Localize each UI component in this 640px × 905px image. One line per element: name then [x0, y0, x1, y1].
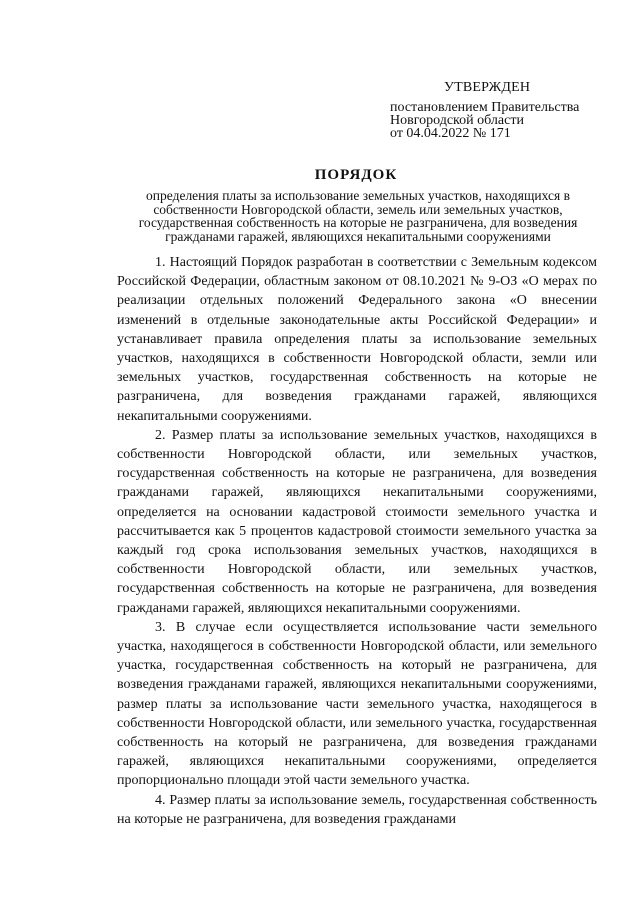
approval-line-date: от 04.04.2022 № 171	[390, 126, 511, 141]
approval-block	[390, 81, 620, 140]
approval-line-region: Новгородской области	[390, 113, 524, 128]
document-body	[117, 253, 597, 829]
document-title: ПОРЯДОК	[314, 167, 398, 183]
paragraph-2: 2. Размер платы за использование земельных участков, находящихся в собственности Новгородской области, или земельных участков, государственная собственность на которые не разграничена, для возведения гражданами гаражей, являющихся некапитальными сооружениями, определяется на основании кадастровой стоимости земельного участка и рассчитывается как 5 процентов кадастровой стоимости земельного участка за каждый год срока использования земельных участков, находящихся в собственности Новгородской области, или земельных участков, государственная собственность на которые не разграничена, для возведения гражданами гаражей, являющихся некапитальными сооружениями.	[117, 427, 597, 616]
paragraph-4: 4. Размер платы за использование земель, государственная собственность на которые не разграничена, для возведения гражданами	[117, 792, 597, 827]
approval-line-resolution: постановлением Правительства	[390, 100, 580, 115]
approval-heading: УТВЕРЖДЕН	[444, 80, 531, 95]
paragraph-1: 1. Настоящий Порядок разработан в соответствии с Земельным кодексом Российской Федерации, областным законом от 08.10.2021 № 9-ОЗ «О мерах по реализации отдельных положений Федерального закона «О внесении изменений в отдельные законодательные акты Российской Федерации» и устанавливает правила определения платы за использование земельных участков, находящихся в собственности Новгородской области, земли или земельных участков, государственная собственность на которые не разграничена, для возведения гражданами гаражей, являющихся некапитальными сооружениями.	[117, 255, 597, 424]
paragraph-3: 3. В случае если осуществляется использование части земельного участка, находящегося в собственности Новгородской области, или земельного участка, государственная собственность на который не разграничена, для возведения гражданами гаражей, являющихся некапитальными сооружениями, размер платы за использование части земельного участка, находящегося в собственности Новгородской области, или земельного участка, государственная собственность на который не разграничена, для возведения гражданами гаражей, являющихся некапитальными сооружениями, определяется пропорционально площади этой части земельного участка.	[117, 619, 597, 789]
document-subtitle: определения платы за использование земельных участков, находящихся в собственности Новгородской области, земель или земельных участков, государственная собственность на которые не разграничена, для возведения гражданами гаражей, являющихся некапитальными сооружениями	[138, 188, 578, 244]
